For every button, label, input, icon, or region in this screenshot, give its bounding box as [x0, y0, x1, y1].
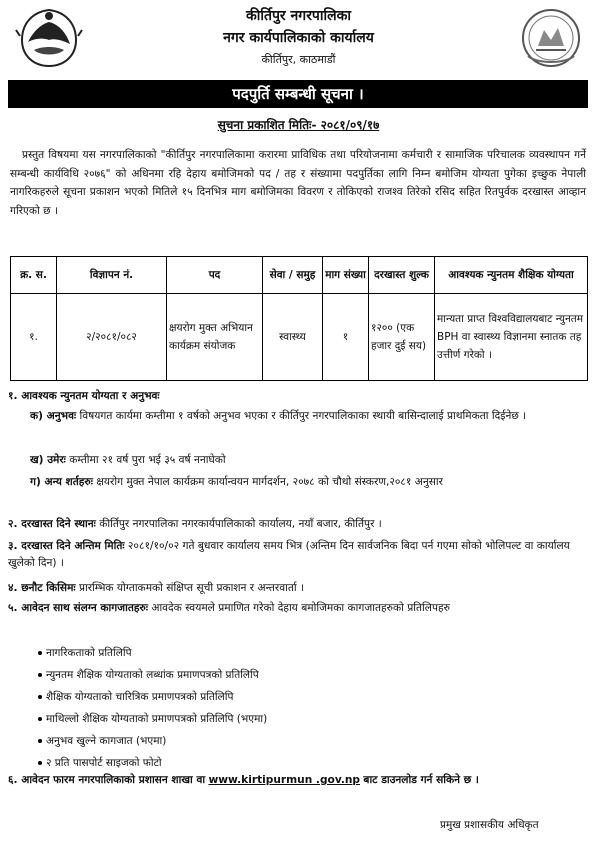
letterhead	[0, 0, 597, 78]
cell-count: १	[323, 294, 369, 381]
section-1a-label: क) अनुभवः	[30, 410, 77, 422]
section-1c-label: ग) अन्य शर्तहरुः	[30, 476, 93, 488]
col-header-qualification: आवश्यक न्युनतम शैक्षिक योग्यता	[435, 257, 588, 294]
list-item: नागरिकताको प्रतिलिपि	[38, 642, 267, 664]
col-header-count: माग संख्या	[323, 257, 369, 294]
cell-qualification: मान्यता प्राप्त विश्वविद्यालयबाट न्युनतम BPH वा स्वास्थ्य विज्ञानमा स्नातक तह उत्तीर्ण गरेको ।	[435, 294, 588, 381]
section-4	[8, 580, 588, 597]
list-item: न्युनतम शैक्षिक योग्यताको लब्धांक प्रमाणपत्रको प्रतिलिपि	[38, 664, 267, 686]
intro-paragraph: प्रस्तुत विषयमा यस नगरपालिकाको "कीर्तिपुर नगरपालिकामा करारमा प्राविधिक तथा परियोजनामा कर्मचारी र सामाजिक परिचालक व्यवस्थापन गर्ने सम्बन्धी कार्यविधि २०७६" को अधिनमा रहि देहाय बमोजिमको पद / तह र संख्यामा पदपुर्तिका लागि निम्न बमोजिम योग्यता पुगेका इच्छुक नेपाली नागरिकहरुले सूचना प्रकाशन भएको मितिले १५ दिनभित्र माग बमोजिमका विवरण र तोकिएको राजश्व तिरेको रसिद सहित रितपुर्वक दरखास्त आव्हान गरिएको छ ।	[10, 149, 586, 217]
signatory-title: प्रमुख प्रशासकीय अधिकृत	[440, 819, 539, 831]
section-6-label: ६. आवेदन फारम नगरपालिकाको प्रशासन शाखा वा	[8, 774, 206, 786]
cell-sn: १.	[11, 294, 57, 381]
vacancy-table	[10, 256, 588, 381]
col-header-fee: दरखास्त शुल्क	[369, 257, 435, 294]
municipality-name: कीर्तिपुर नगरपालिका	[246, 8, 351, 24]
list-item: माथिल्लो शैक्षिक योग्यताको प्रमाणपत्रको प्रतिलिपि (भएमा)	[38, 708, 267, 730]
office-location: कीर्तिपुर, काठमाडौं	[261, 53, 336, 66]
section-1c-text: क्षयरोग मुक्त नेपाल कार्यक्रम कार्यान्वयन मार्गदर्शन, २०७८ को चौथो संस्करण,२०८१ अनुसार	[96, 476, 443, 488]
list-item: अनुभव खुल्ने कागजात (भएमा)	[38, 730, 267, 752]
section-1-title: १. आवश्यक न्युनतम योग्यता र अनुभवः	[8, 390, 160, 402]
section-3-label: ३. दरखास्त दिने अन्तिम मितिः	[8, 540, 125, 552]
bullet-icon	[38, 717, 42, 721]
col-header-service: सेवा / समुह	[263, 257, 323, 294]
bullet-icon	[38, 739, 42, 743]
list-item: २ प्रति पासपोर्ट साइजको फोटो	[38, 752, 267, 774]
section-1b-label: ख) उमेरः	[30, 454, 66, 466]
section-6	[8, 772, 588, 789]
section-1a-text: विषयगत कार्यमा कम्तीमा १ वर्षको अनुभव भएका र कीर्तिपुर नगरपालिकाका स्थायी बासिन्दालाई प्राथमिकता दिईनेछ ।	[79, 410, 527, 422]
section-2-text: कीर्तिपुर नगरपालिका नगरकार्यपालिकाको कार्यालय, नयाँ बजार, कीर्तिपुर ।	[99, 518, 382, 530]
office-name: नगर कार्यपालिकाको कार्यालय	[223, 30, 374, 46]
section-1a	[30, 408, 586, 425]
bullet-icon	[38, 673, 42, 677]
bullet-icon	[38, 695, 42, 699]
section-6-text: बाट डाउनलोड गर्न सकिने छ ।	[363, 774, 479, 786]
col-header-sn: क्र. स.	[11, 257, 57, 294]
table-header-row	[11, 257, 588, 294]
section-4-label: ४. छनौट किसिमः	[8, 582, 76, 594]
section-1b-text: कम्तीमा २१ वर्ष पुरा भई ३५ वर्ष ननाघेको	[69, 454, 226, 466]
section-2-label: २. दरखास्त दिने स्थानः	[8, 518, 96, 530]
published-date: सुचना प्रकाशित मितिः- २०८१/०९/१७	[217, 118, 380, 132]
cell-post: क्षयरोग मुक्त अभियान कार्यक्रम संयोजक	[167, 294, 263, 381]
list-item: शैक्षिक योग्यताको चारित्रिक प्रमाणपत्रको प्रतिलिपि	[38, 686, 267, 708]
col-header-ad-no: विज्ञापन नं.	[57, 257, 167, 294]
section-3	[8, 538, 588, 572]
section-5	[8, 600, 588, 617]
section-1b	[30, 452, 586, 469]
cell-service: स्वास्थ्य	[263, 294, 323, 381]
bullet-icon	[38, 651, 42, 655]
website-link[interactable]: www.kirtipurmun .gov.np	[208, 774, 361, 786]
section-5-label: ५. आवेदन साथ संलग्न कागजातहरुः	[8, 602, 148, 614]
documents-list	[38, 642, 267, 774]
cell-fee: १२०० (एक हजार दुई सय)	[369, 294, 435, 381]
bullet-icon	[38, 761, 42, 765]
section-2	[8, 516, 588, 533]
section-3-text: २०८१/१०/०२ गते बुधवार कार्यालय समय भित्र (अन्तिम दिन सार्वजनिक बिदा पर्न गएमा सोको भोलिपल्ट वा कार्यालय खुलेको दिन) ।	[8, 540, 570, 569]
cell-ad-no: २/२०८१/०८२	[57, 294, 167, 381]
municipality-logo-icon	[516, 6, 586, 70]
section-5-text: आवदेक स्वयमले प्रमाणित गरेको देहाय बमोजिमका कागजातहरुको प्रतिलिपहरु	[151, 602, 450, 614]
table-row	[11, 294, 588, 381]
section-4-text: प्रारम्भिक योग्ताकमको संक्षिप्त सूची प्रकाशन र अन्तरवार्ता ।	[78, 582, 305, 594]
section-1c	[30, 474, 586, 491]
notice-banner: पदपुर्ति सम्बन्धी सूचना ।	[8, 80, 588, 108]
col-header-post: पद	[167, 257, 263, 294]
